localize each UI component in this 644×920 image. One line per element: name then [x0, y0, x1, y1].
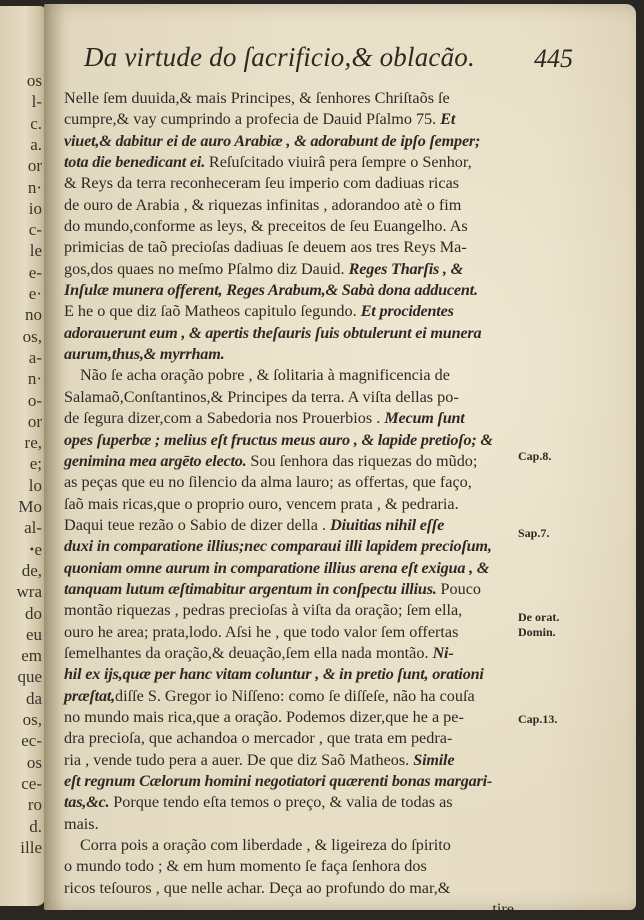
facing-page-fragment: al- — [24, 518, 42, 538]
facing-page-fragment: e· — [28, 284, 42, 303]
latin-quotation: hil ex ijs,quæ per hanc vitam coluntur , & in pretio ſunt, orationi — [64, 665, 484, 684]
running-head: Da virtude do ſacrificio,& oblacão. — [84, 42, 475, 72]
margin-note: Domin. — [518, 625, 556, 639]
latin-quotation: quoniam omne aurum in comparatione illius arena eſt exigua , & — [64, 558, 490, 577]
portuguese-text: Corra pois a oração com liberdade , & ligeireza do ſpirito — [80, 836, 451, 855]
facing-page-fragment: o- — [27, 390, 42, 410]
portuguese-text: ria , vende tudo pera a auer. De que diz Saõ Matheos. — [64, 750, 414, 769]
portuguese-text: ouro he area; prata,lodo. Aſsi he , que todo valor ſem offertas — [64, 622, 459, 641]
latin-quotation: tota die benedicant ei. — [64, 153, 209, 172]
facing-page-fragment: e- — [28, 262, 42, 282]
page-number: 445 — [534, 44, 573, 73]
facing-page-fragment: le — [29, 241, 42, 261]
text-line — [64, 408, 514, 429]
portuguese-text: mais. — [64, 814, 99, 833]
portuguese-text: as peças que eu no ſilencio da alma lauro; as offertas, que faço, — [64, 473, 472, 492]
body-text — [64, 88, 514, 920]
facing-page-fragment: wra — [16, 582, 42, 602]
latin-quotation: Et procidentes — [360, 302, 454, 321]
facing-page-fragment: ille — [20, 837, 42, 857]
text-line — [64, 707, 514, 728]
facing-page-fragment: a- — [28, 347, 42, 367]
portuguese-text: no mundo mais rica,que a oração. Podemos dizer,que he a pe- — [64, 707, 464, 726]
portuguese-text: Sou ſenhora das riquezas do mũdo; — [250, 451, 478, 470]
text-line — [64, 622, 514, 643]
facing-page-fragment: or — [27, 411, 42, 431]
text-line — [64, 536, 514, 557]
facing-page-fragment: n· — [27, 369, 42, 389]
latin-quotation: Reges Tharſis , & — [348, 259, 464, 278]
portuguese-text: ricos teſouros , que nelle achar. Deça ao profundo do mar,& — [64, 878, 451, 897]
facing-page-fragment: re, — [24, 433, 42, 453]
facing-page-fragment: os, — [22, 326, 42, 346]
text-line — [64, 344, 514, 365]
facing-page-fragment: or — [27, 156, 42, 176]
margin-note: Cap.13. — [518, 712, 558, 726]
facing-page-fragment: ꞏe — [29, 539, 42, 559]
text-line — [64, 216, 514, 237]
facing-page-fragment: l- — [31, 92, 42, 112]
latin-quotation: Et — [440, 110, 456, 129]
text-line — [64, 323, 514, 344]
text-line — [64, 259, 514, 280]
text-line — [64, 899, 514, 920]
facing-page-fragment: n· — [27, 177, 42, 197]
latin-quotation: eſt regnum Cælorum homini negotiatori quærenti bonas margari- — [64, 772, 493, 790]
latin-quotation: genimina mea argēto electo. — [64, 451, 251, 470]
facing-page-fragment: d. — [29, 816, 42, 836]
text-line — [64, 728, 514, 749]
portuguese-text: ſaõ mais ricas,que o proprio ouro, vencem prata , & pedraria. — [64, 494, 459, 513]
latin-quotation: tanquam lutum æſtimabitur argentum in conſpectu illius. — [64, 579, 441, 598]
portuguese-text: montão riquezas , pedras precioſas à viſta da oração; ſem ella, — [64, 601, 463, 620]
portuguese-text: cumpre,& vay cumprindo a profecia de Dauid Pſalmo 75. — [64, 110, 441, 129]
facing-page-fragment: de, — [21, 560, 42, 580]
facing-page-fragment: c. — [30, 113, 42, 133]
portuguese-text: ſemelhantes da oração,& deuação,ſem ella nada montão. — [64, 643, 433, 662]
facing-page-fragment: os, — [22, 710, 42, 729]
latin-quotation: tas,&c. — [64, 793, 114, 812]
text-line — [64, 430, 514, 451]
portuguese-text: Não ſe acha oração pobre , & ſolitaria à magnificencia de — [80, 366, 450, 385]
text-line — [64, 195, 514, 216]
text-line — [64, 152, 514, 173]
text-line — [64, 792, 514, 813]
latin-quotation: Mecum ſunt — [384, 409, 465, 428]
facing-page-fragment: a. — [30, 134, 42, 154]
facing-page-fragment: lo — [28, 475, 42, 495]
text-line — [64, 750, 514, 771]
latin-quotation: Inſulæ munera offerent, Reges Arabum,& Sabà dona adducent. — [64, 281, 478, 300]
text-line — [64, 600, 514, 621]
text-line — [64, 365, 514, 386]
portuguese-text: Salamaõ,Conſtantinos,& Principes da terra. A viſta dellas po- — [64, 387, 459, 406]
portuguese-text: Pouco — [440, 579, 481, 598]
portuguese-text: Reſuſcitado viuirâ pera ſempre o Senhor, — [208, 153, 472, 172]
portuguese-text: Porque tendo eſta temos o preço, & valia de todas as — [113, 793, 453, 812]
facing-page-fragment: os — [26, 752, 42, 772]
latin-quotation: viuet,& dabitur ei de auro Arabiæ , & adorabunt de ipſo ſemper; — [64, 131, 481, 150]
text-line — [64, 664, 514, 685]
facing-page-fragment: eu — [25, 624, 42, 644]
facing-page-fragment: da — [25, 688, 42, 708]
margin-note: De orat. — [518, 610, 560, 624]
facing-page-fragment: ro — [27, 795, 42, 815]
text-line — [64, 686, 514, 707]
text-line — [64, 771, 514, 792]
portuguese-text: E he o que diz ſaõ Matheos capitulo ſegundo. — [64, 302, 361, 321]
latin-quotation: Ni- — [432, 643, 454, 662]
text-line — [64, 301, 514, 322]
text-line — [64, 173, 514, 194]
latin-quotation: duxi in comparatione illius;nec comparaui illi lapidem precioſum, — [64, 537, 492, 556]
facing-page-fragment: no — [25, 305, 42, 325]
portuguese-text: de ſegura dizer,com a Sabedoria nos Prouerbios . — [64, 409, 385, 428]
text-line — [64, 558, 514, 579]
portuguese-text: primicias de taõ precioſas dadiuas ſe deuem aos tres Reys Ma- — [64, 238, 467, 257]
facing-page-fragment: ce- — [21, 773, 42, 793]
text-line — [64, 237, 514, 258]
facing-page-fragment: e; — [29, 454, 42, 474]
latin-quotation: Simile — [413, 750, 455, 769]
facing-page-fragment: que — [17, 667, 42, 687]
portuguese-text: tire — [492, 900, 514, 919]
text-line — [64, 579, 514, 600]
text-line — [64, 472, 514, 493]
text-line — [64, 451, 514, 472]
facing-page-fragment: em — [21, 646, 42, 666]
portuguese-text: do mundo,conforme as leys, & preceitos de ſeu Euangelho. As — [64, 217, 468, 236]
portuguese-text: dra precioſa, que achandoa o mercador , que trata em pedra- — [64, 729, 453, 748]
portuguese-text: diſſe S. Gregor io Niſſeno: como ſe diſſeſe, não ha couſa — [115, 686, 475, 705]
facing-page-fragment: c- — [28, 220, 42, 240]
text-line — [64, 88, 514, 109]
portuguese-text: Daqui teue rezão o Sabio de dizer della . — [64, 515, 331, 534]
text-line — [64, 494, 514, 515]
latin-quotation: aurum,thus,& myrrham. — [64, 345, 225, 364]
latin-quotation: opes ſuperbæ ; melius eſt fructus meus auro , & lapide pretioſo; & — [64, 430, 493, 449]
facing-page-fragment: ec- — [21, 731, 42, 751]
portuguese-text: & Reys da terra reconheceram ſeu imperio com dadiuas ricas — [64, 174, 460, 193]
text-line — [64, 643, 514, 664]
latin-quotation: præſtat, — [64, 686, 116, 705]
latin-quotation: adorauerunt eum , & apertis theſauris ſuis obtulerunt ei munera — [64, 323, 482, 342]
facing-page-fragment: Mo — [18, 497, 42, 516]
facing-page-fragment: os — [26, 71, 42, 90]
margin-note: Cap.8. — [518, 449, 552, 463]
portuguese-text: o mundo todo ; & em hum momento ſe faça ſenhora dos — [64, 857, 427, 876]
portuguese-text: de ouro de Arabia , & riquezas infinitas , adorandoo atè o fim — [64, 195, 462, 214]
text-line — [64, 856, 514, 877]
facing-page-edge — [0, 6, 46, 906]
text-line — [64, 835, 514, 856]
book-page — [44, 4, 636, 919]
portuguese-text: Nelle ſem duuida,& mais Principes, & ſenhores Chriſtaõs ſe — [64, 89, 450, 107]
facing-page-fragment: do — [25, 603, 42, 623]
text-line — [64, 814, 514, 835]
portuguese-text: gos,dos quaes no meſmo Pſalmo diz Dauid. — [64, 259, 349, 278]
text-line — [64, 131, 514, 152]
text-line — [64, 109, 514, 130]
margin-note: Sap.7. — [518, 526, 550, 540]
facing-page-fragment: io — [28, 198, 42, 218]
latin-quotation: Diuitias nihil eſſe — [330, 515, 445, 534]
text-line — [64, 515, 514, 536]
text-line — [64, 387, 514, 408]
text-line — [64, 280, 514, 301]
text-line — [64, 878, 514, 899]
